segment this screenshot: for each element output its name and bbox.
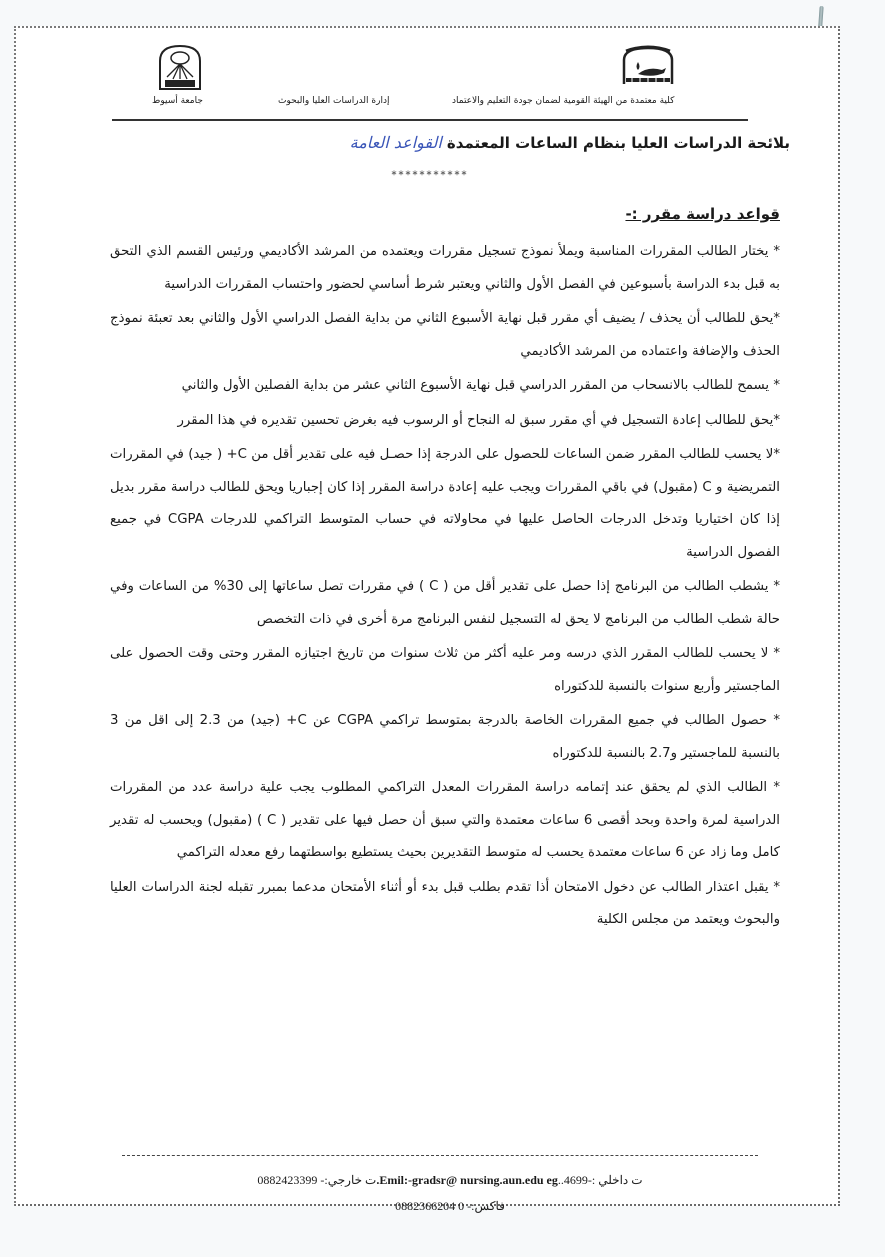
rule-item: * يقبل اعتذار الطالب عن دخول الامتحان أذا تقدم بطلب قبل بدء أو أثناء الأمتحان مدعما بمبرر تقبله لجنة الدراسات العليا والبحوث ويعتمد من مجلس الكلية [110, 879, 780, 927]
fax-number: فاكس:- 0 0882366204 [395, 1199, 505, 1213]
footer-divider [122, 1155, 758, 1156]
rule-item: *يحق للطالب أن يحذف / يضيف أي مقرر قبل نهاية الأسبوع الثاني من بداية الفصل الدراسي الأول والثاني بعد تعبئة نموذج الحذف والإضافة واعتماده من المرشد الأكاديمي [110, 311, 780, 359]
internal-phone: ت داخلي :-4699.. [557, 1173, 643, 1187]
nursing-lamp-logo-icon [618, 44, 678, 88]
rule-item: * يختار الطالب المقررات المناسبة ويملأ نموذج تسجيل مقررات ويعتمده من المرشد الأكاديمي ورئيس القسم الذي التحق به قبل بدء الدراسة بأسبوعين في الفصل الأول والثاني ويعتبر شرط أساسي لحضور واحتساب المقررات الدراسية [110, 244, 780, 292]
footer-contact-line [100, 1173, 800, 1188]
rule-item: * يسمح للطالب بالانسحاب من المقرر الدراسي قبل نهاية الأسبوع الثاني عشر من بداية الفصلين الأول والثاني [181, 378, 780, 393]
header-divider [112, 119, 748, 121]
rules-list [110, 236, 780, 939]
handwritten-note: القواعد العامة [349, 133, 442, 152]
rule-item: * الطالب الذي لم يحقق عند إتمامه دراسة المقررات المعدل التراكمي المطلوب يجب علية دراسة عدد من المقررات الدراسية لمرة واحدة وبحد أقصى 6 ساعات معتمدة والتي سبق أن حصل فيها على تقدير ( C ) (مقبول) ويحسب له تقدير كامل وما زاد عن 6 ساعات معتمدة يحسب له متوسط التقديرين بحيث يستطيع بواسطتهما رفع معدله التراكمي [110, 780, 780, 860]
rule-item: * لا يحسب للطالب المقرر الذي درسه ومر عليه أكثر من ثلاث سنوات من تاريخ اجتيازه المقرر وحتى وقت الحصول على الماجستير وأربع سنوات بالنسبة للدكتوراه [110, 646, 780, 694]
university-logo-icon [157, 43, 203, 91]
accreditation-label: كلية معتمدة من الهيئة القومية لضمان جودة التعليم والاعتماد [452, 96, 675, 106]
external-phone: ت خارجي:- 0882423399 [257, 1173, 377, 1187]
university-label: جامعة أسيوط [152, 96, 203, 106]
department-label: إدارة الدراسات العليا والبحوث [278, 96, 390, 106]
email-address[interactable]: Emil:-gradsr@ nursing.aun.edu eg. [376, 1173, 558, 1187]
rule-item: * يشطب الطالب من البرنامج إذا حصل على تقدير أقل من ( C ) في مقررات تصل ساعاتها إلى 30% من الساعات وفي حالة شطب الطالب من البرنامج لا يحق له التسجيل لنفس البرنامج مرة أخرى في ذات التخصص [110, 579, 780, 627]
document-title: بلائحة الدراسات العليا بنظام الساعات المعتمدة [446, 134, 790, 152]
title-line [270, 133, 790, 152]
rule-item: * حصول الطالب في جميع المقررات الخاصة بالدرجة بمتوسط تراكمي CGPA عن C+ (جيد) من 2.3 إلى اقل من 3 بالنسبة للماجستير و2.7 بالنسبة للدكتوراه [110, 713, 781, 761]
title-separator: *********** [391, 170, 469, 181]
rule-item: *لا يحسب للطالب المقرر ضمن الساعات للحصول على الدرجة إذا حصـل فيه على تقدير أقل من C+ ( جيد) في المقررات التمريضية و C (مقبول) في باقي المقررات ويجب عليه إعادة دراسة المقرر إذا كان إجباريا ويحق للطالب دراسة مقرر بديل إذا كان اختياريا وتدخل الدرجات الحاصل عليها في محاولاته في حساب المتوسط التراكمي للدرجات CGPA في جميع الفصول الدراسية [110, 447, 780, 560]
rule-item: *يحق للطالب إعادة التسجيل في أي مقرر سبق له النجاح أو الرسوب فيه بغرض تحسين تقديره في هذا المقرر [177, 412, 780, 428]
section-heading: قواعد دراسة مقرر :- [625, 205, 780, 223]
